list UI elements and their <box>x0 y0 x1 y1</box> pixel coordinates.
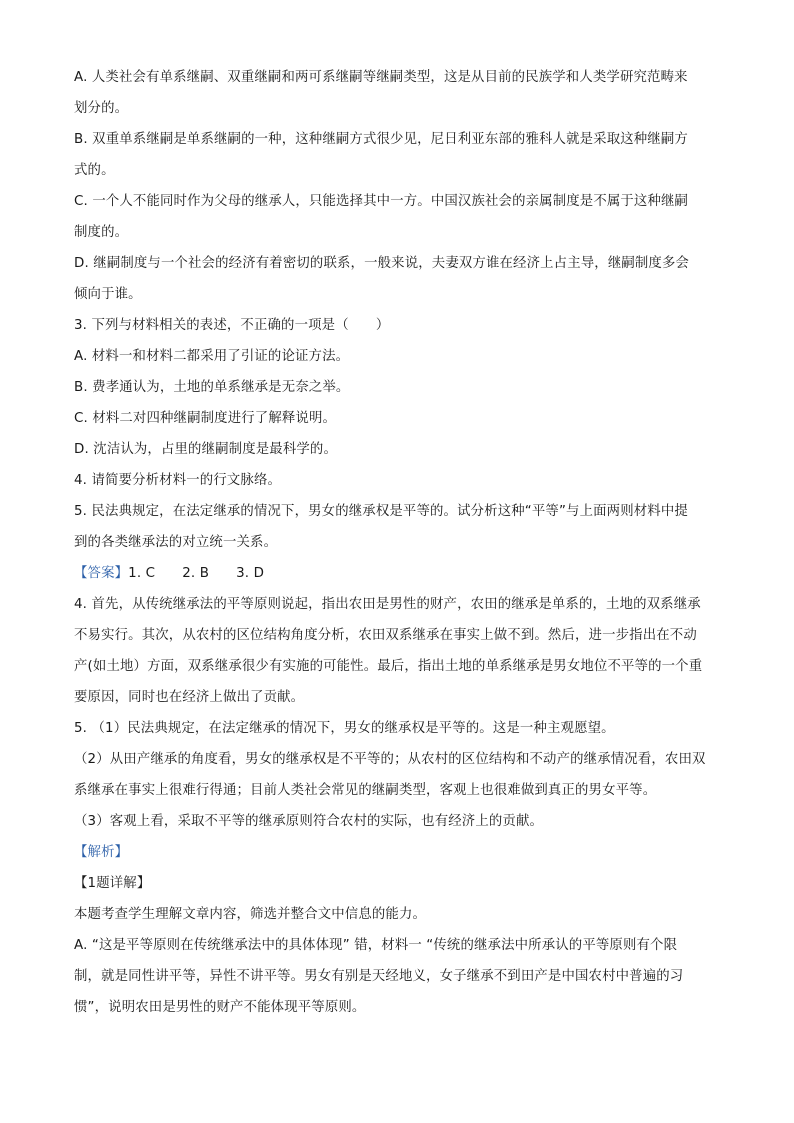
detail-line-2: A. “这是平等原则在传统继承法中的具体体现” 错，材料一 “传统的继承法中所承认的平等原则有个限 <box>74 938 678 953</box>
option-c-line-1: C. 一个人不能同时作为父母的继承人，只能选择其中一方。中国汉族社会的亲属制度是不属于这种继嗣 <box>74 194 689 209</box>
answer-4-line-3: 产(如土地）方面，双系继承很少有实施的可能性。最后，指出土地的单系继承是男女地位不平等的一个重 <box>74 659 703 674</box>
question-3-option-c: C. 材料二对四种继嗣制度进行了解释说明。 <box>74 411 337 426</box>
question-4: 4. 请简要分析材料一的行文脉络。 <box>74 473 282 488</box>
option-d-line-1: D. 继嗣制度与一个社会的经济有着密切的联系，一般来说，夫妻双方谁在经济上占主导，继嗣制度多会 <box>74 256 690 271</box>
answer-items: 1. C 2. B 3. D <box>128 566 265 581</box>
question-3: 3. 下列与材料相关的表述，不正确的一项是（ ） <box>74 318 390 333</box>
answer-4-line-1: 4. 首先，从传统继承法的平等原则说起，指出农田是男性的财产，农田的继承是单系的，土地的双系继承 <box>74 597 701 612</box>
question-3-option-b: B. 费孝通认为，土地的单系继承是无奈之举。 <box>74 380 350 395</box>
option-a-line-2: 划分的。 <box>74 101 129 116</box>
detail-line-1: 本题考查学生理解文章内容，筛选并整合文中信息的能力。 <box>74 907 427 922</box>
detail-line-3: 制，就是同性讲平等，异性不讲平等。男女有别是天经地义，女子继承不到田产是中国农村中普遍的习 <box>74 969 684 984</box>
answer-4-line-2: 不易实行。其次，从农村的区位结构角度分析，农田双系继承在事实上做不到。然后，进一步指出在不动 <box>74 628 697 643</box>
answer-4-line-4: 要原因，同时也在经济上做出了贡献。 <box>74 690 305 705</box>
option-b-line-1: B. 双重单系继嗣是单系继嗣的一种，这种继嗣方式很少见，尼日利亚东部的雅科人就是采取这种继嗣方 <box>74 132 688 147</box>
analysis-label: 【解析】 <box>74 845 129 860</box>
question-3-option-d: D. 沈洁认为，占里的继嗣制度是最科学的。 <box>74 442 338 457</box>
option-c-line-2: 制度的。 <box>74 225 129 240</box>
answer-line <box>74 558 726 589</box>
question-3-option-a: A. 材料一和材料二都采用了引证的论证方法。 <box>74 349 350 364</box>
question-5-line-1: 5. 民法典规定，在法定继承的情况下，男女的继承权是平等的。试分析这种“平等”与上面两则材料中提 <box>74 504 688 519</box>
answer-5-line-3: 系继承在事实上很难行得通；目前人类社会常见的继嗣类型，客观上也很难做到真正的男女平等。 <box>74 783 657 798</box>
answer-5-line-4: （3）客观上看，采取不平等的继承原则符合农村的实际，也有经济上的贡献。 <box>74 814 544 829</box>
answer-5-line-1: 5. （1）民法典规定，在法定继承的情况下，男女的继承权是平等的。这是一种主观愿望。 <box>74 721 615 736</box>
option-a-line-1: A. 人类社会有单系继嗣、双重继嗣和两可系继嗣等继嗣类型，这是从目前的民族学和人类学研究范畴来 <box>74 70 688 85</box>
answer-5-line-2: （2）从田产继承的角度看，男女的继承权是不平等的；从农村的区位结构和不动产的继承情况看，农田双 <box>74 752 706 767</box>
document-body <box>74 62 726 1023</box>
detail-heading: 【1题详解】 <box>74 876 151 891</box>
option-b-line-2: 式的。 <box>74 163 115 178</box>
question-5-line-2: 到的各类继承法的对立统一关系。 <box>74 535 278 550</box>
detail-line-4: 惯”，说明农田是男性的财产不能体现平等原则。 <box>74 1000 366 1015</box>
answer-label: 【答案】 <box>74 566 129 581</box>
option-d-line-2: 倾向于谁。 <box>74 287 142 302</box>
